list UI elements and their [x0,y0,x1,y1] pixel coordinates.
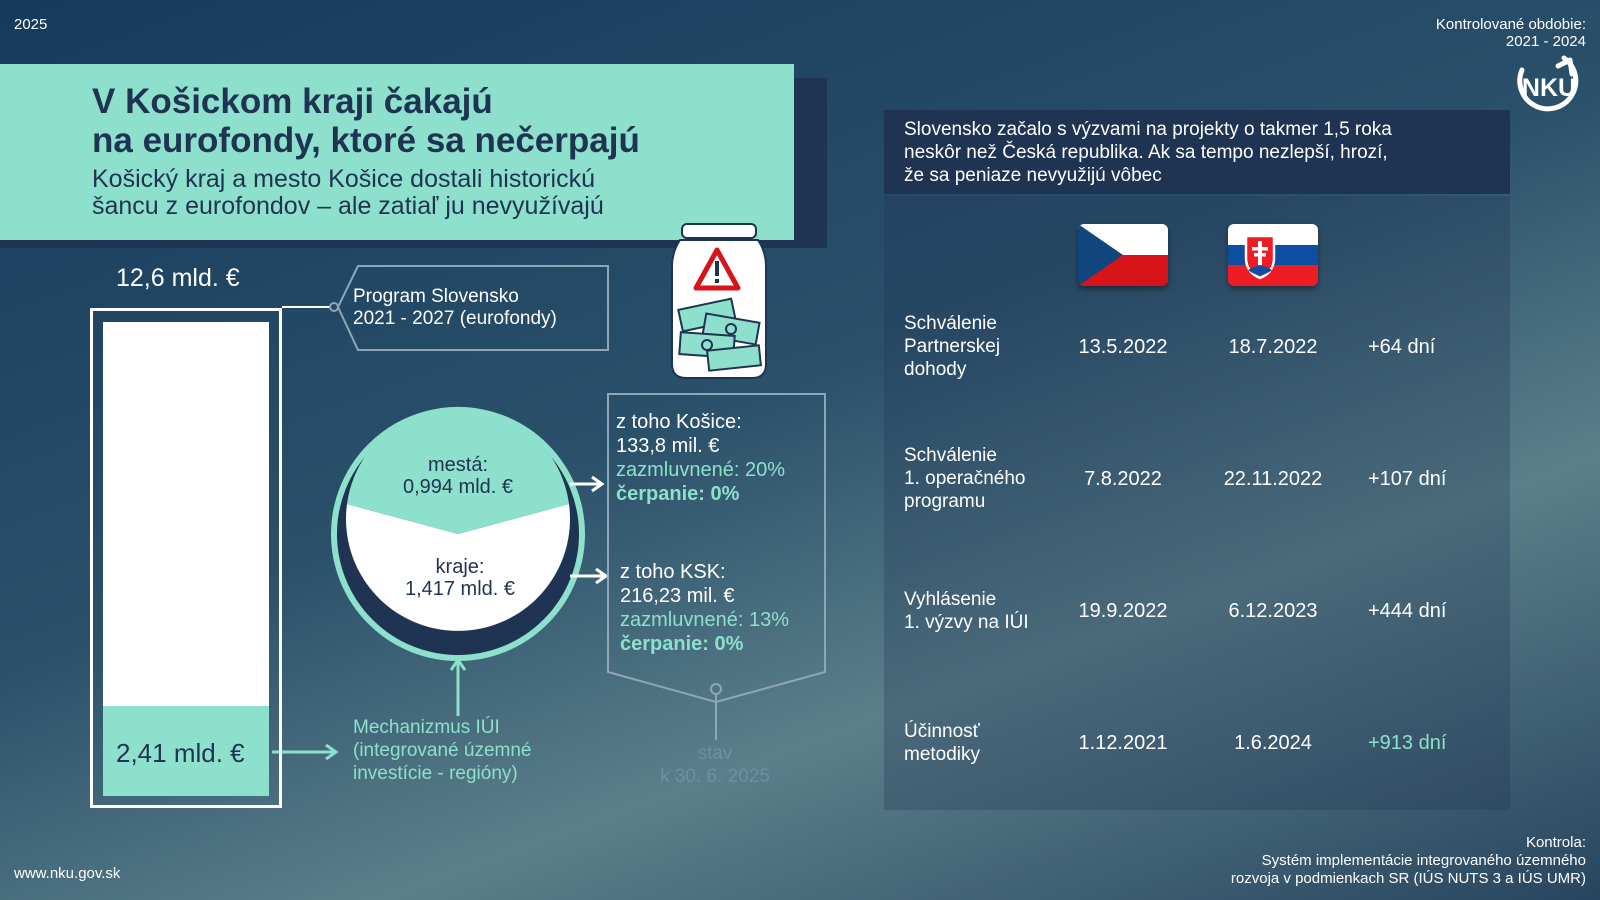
kosice-drawing: čerpanie: 0% [616,483,740,505]
row-label-call [904,588,1029,634]
diff-call: +444 dní [1368,600,1447,622]
title-line-1: V Košickom kraji čakajú [92,82,493,121]
status-date [640,742,790,788]
ksk-title: z toho KSK: [620,561,726,583]
mech-line-3: investície - regióny) [353,763,518,784]
row-label-line: 1. výzvy na IÚI [904,612,1029,633]
kraje-label [385,556,535,600]
bar-iui-label: 2,41 mld. € [116,738,245,768]
row-label-line: Schválenie [904,313,997,334]
row-label-partnership [904,312,1000,381]
program-line-1: Program Slovensko [353,286,519,307]
sk-date-methodology: 1.6.2024 [1234,732,1312,754]
cz-date-call: 19.9.2022 [1078,600,1168,622]
kontrola-line-2: rozvoja v podmienkach SR (IÚS NUTS 3 a IÚS UMR) [1230,870,1586,887]
money-jar-icon [672,224,766,378]
title-line-2: na eurofondy, ktoré sa nečerpajú [92,121,640,160]
row-label-line: dohody [904,359,967,380]
ksk-details [620,560,789,656]
ksk-contracted: zazmluvnené: 13% [620,609,789,631]
diff-partnership: +64 dní [1368,336,1436,358]
comparison-head-line-3: že sa peniaze nevyužijú vôbec [904,165,1162,186]
bar-total-label: 12,6 mld. € [116,264,240,292]
kosice-title: z toho Košice: [616,411,742,433]
stav-line-1: stav [697,743,733,764]
kraje-title: kraje: [435,556,485,578]
ksk-drawing: čerpanie: 0% [620,633,744,655]
subtitle-line-2: šancu z eurofondov – ale zatiaľ ju nevyužívajú [92,192,604,220]
diff-methodology: +913 dní [1368,732,1447,754]
row-label-line: Partnerskej [904,336,1001,357]
cz-date-operational: 7.8.2022 [1084,468,1162,490]
bar-remaining-fill [103,322,269,706]
period-label: Kontrolované obdobie: [1435,16,1586,33]
kontrola-line-1: Systém implementácie integrovaného územného [1261,852,1586,869]
sk-date-partnership: 18.7.2022 [1228,336,1318,358]
row-label-line: 1. operačného [904,468,1026,489]
comparison-head-line-2: neskôr než Česká republika. Ak sa tempo nezlepší, hrozí, [904,142,1388,163]
row-label-methodology [904,720,980,766]
kontrola-label: Kontrola: [1525,834,1586,851]
mesta-amount: 0,994 mld. € [402,476,514,498]
stav-line-2: k 30. 6. 2025 [660,766,770,787]
row-label-line: programu [904,491,986,512]
mech-line-1: Mechanizmus IÚI [353,717,500,738]
row-label-line: Účinnosť [904,721,980,742]
slovak-flag-icon [1228,224,1318,286]
program-connector-dot [330,303,338,311]
mechanism-label [353,716,532,785]
program-line-2: 2021 - 2027 (eurofondy) [353,308,557,329]
comparison-header [884,110,1510,194]
row-label-line: metodiky [904,744,981,765]
row-label-line: Vyhlásenie [904,589,997,610]
mech-line-2: (integrované územné [353,740,532,761]
program-label [353,286,557,330]
comparison-head-line-1: Slovensko začalo s výzvami na projekty o takmer 1,5 roka [904,119,1392,140]
period-value: 2021 - 2024 [1505,33,1586,50]
year-label: 2025 [14,16,48,33]
mesta-label [388,454,528,498]
sk-date-operational: 22.11.2022 [1223,468,1323,490]
ksk-amount: 216,23 mil. € [620,585,735,607]
kosice-details [616,410,785,506]
cz-date-methodology: 1.12.2021 [1078,732,1168,754]
row-label-operational [904,444,1026,513]
sk-date-call: 6.12.2023 [1228,600,1318,622]
diff-operational: +107 dní [1368,468,1447,490]
audit-info [1231,834,1586,888]
cz-date-partnership: 13.5.2022 [1078,336,1168,358]
kosice-amount: 133,8 mil. € [616,435,720,457]
subtitle-line-1: Košický kraj a mesto Košice dostali historickú [92,165,595,193]
stav-connector-dot [711,684,721,694]
kosice-contracted: zazmluvnené: 20% [616,459,785,481]
kraje-amount: 1,417 mld. € [404,578,516,600]
logo-text: NKU [1521,74,1577,102]
website-link[interactable]: www.nku.gov.sk [14,865,121,882]
mesta-title: mestá: [427,454,489,476]
czech-flag-icon [1078,224,1168,286]
row-label-line: Schválenie [904,445,997,466]
